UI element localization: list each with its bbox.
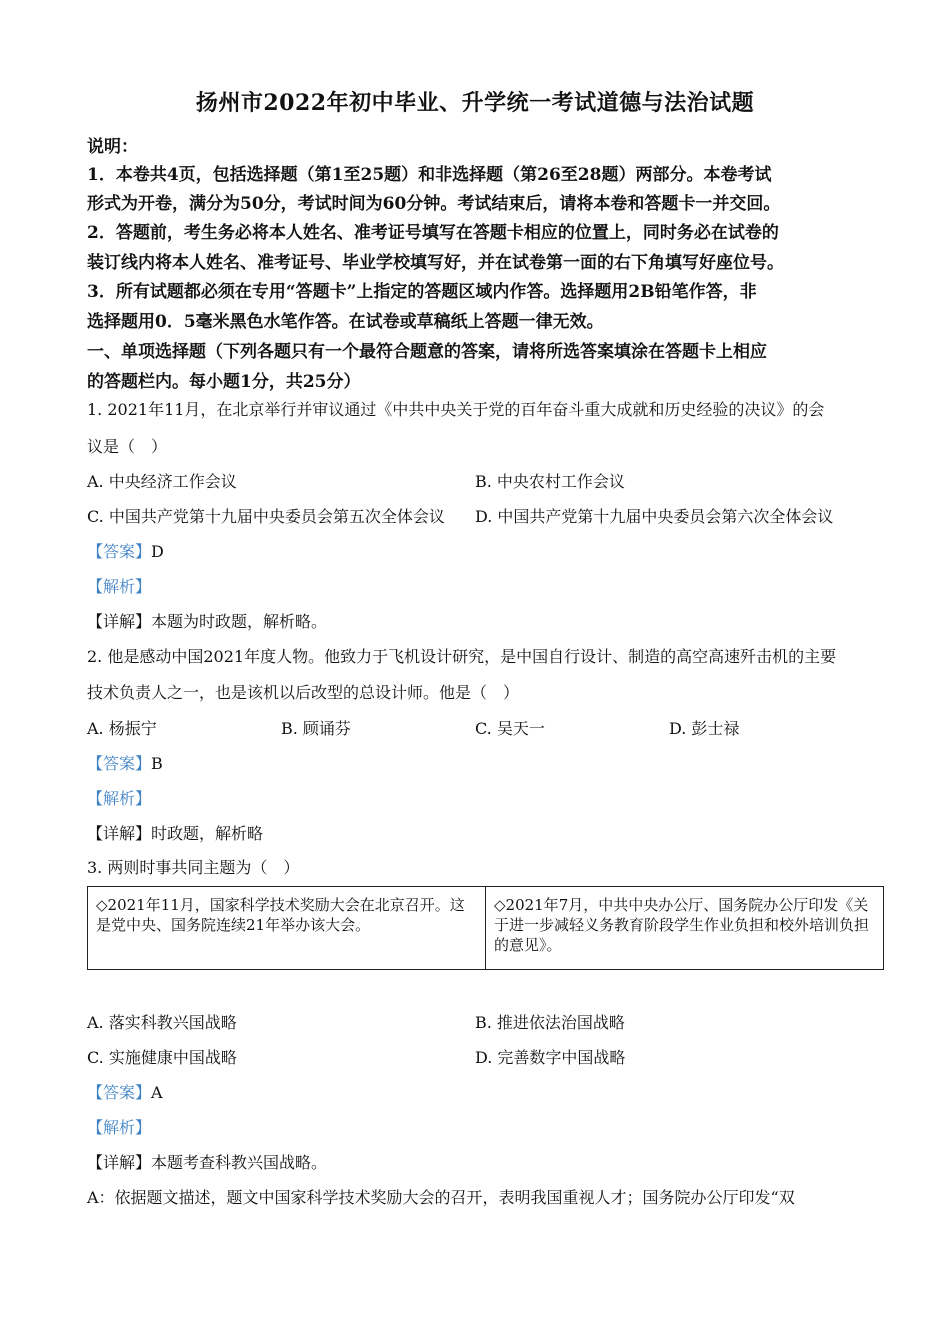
q1-stem: 1. 2021年11月，在北京举行并审议通过《中共中央关于党的百年奋斗重大成就和历史经验的决议》的会 <box>87 400 825 419</box>
q3-extra: A：依据题文描述，题文中国家科学技术奖励大会的召开，表明我国重视人才；国务院办公厅印发“双 <box>87 1188 795 1207</box>
detail-text: 本题考查科教兴国战略。 <box>151 1153 328 1172</box>
detail-text: 本题为时政题，解析略。 <box>151 612 328 631</box>
q1-option-a: A. 中央经济工作会议 <box>87 472 237 491</box>
answer-value: B <box>151 754 163 773</box>
q2-stem: 2. 他是感动中国2021年度人物。他致力于飞机设计研究，是中国自行设计、制造的高空高速歼击机的主要 <box>87 647 837 666</box>
q3-answer <box>87 1080 163 1103</box>
detail-text: 时政题，解析略 <box>151 824 264 843</box>
q2-detail <box>87 821 263 844</box>
instruction-line: 3．所有试题都必须在专用“答题卡”上指定的答题区域内作答。选择题用2B铅笔作答，非 <box>87 282 757 302</box>
instruction-line: 1．本卷共4页，包括选择题（第1至25题）和非选择题（第26至28题）两部分。本卷考试 <box>87 165 772 185</box>
detail-tag: 【详解】 <box>87 1153 152 1172</box>
q3-analysis-tag: 【解析】 <box>87 1118 152 1137</box>
instructions-heading: 说明： <box>87 137 138 157</box>
news-left: ◇2021年11月，国家科学技术奖励大会在北京召开。这是党中央、国务院连续21年举办该大会。 <box>88 887 486 970</box>
q2-answer <box>87 751 163 774</box>
q2-option-a: A. 杨振宁 <box>87 719 157 738</box>
q3-option-d: D. 完善数字中国战略 <box>475 1048 626 1067</box>
q1-detail <box>87 609 327 632</box>
answer-tag: 【答案】 <box>87 754 152 773</box>
instruction-line: 选择题用0．5毫米黑色水笔作答。在试卷或草稿纸上答题一律无效。 <box>87 312 604 332</box>
instruction-line: 2．答题前，考生务必将本人姓名、准考证号填写在答题卡相应的位置上，同时务必在试卷的 <box>87 223 779 243</box>
q2-option-b: B. 顾诵芬 <box>281 719 351 738</box>
q3-option-a: A. 落实科教兴国战略 <box>87 1013 237 1032</box>
q3-detail <box>87 1150 327 1173</box>
section-heading: 的答题栏内。每小题1分，共25分） <box>87 372 361 392</box>
section-heading: 一、单项选择题（下列各题只有一个最符合题意的答案，请将所选答案填涂在答题卡上相应 <box>87 342 767 362</box>
instruction-line: 装订线内将本人姓名、准考证号、毕业学校填写好，并在试卷第一面的右下角填写好座位号。 <box>87 253 784 273</box>
q1-answer <box>87 539 164 562</box>
q1-stem: 议是（ ） <box>87 437 168 456</box>
answer-value: A <box>151 1083 163 1102</box>
q1-analysis-tag: 【解析】 <box>87 577 152 596</box>
q1-option-d: D. 中国共产党第十九届中央委员会第六次全体会议 <box>475 507 834 526</box>
detail-tag: 【详解】 <box>87 612 152 631</box>
q2-option-c: C. 吴天一 <box>475 719 545 738</box>
q3-option-b: B. 推进依法治国战略 <box>475 1013 625 1032</box>
detail-tag: 【详解】 <box>87 824 152 843</box>
answer-value: D <box>151 542 164 561</box>
q2-stem: 技术负责人之一，也是该机以后改型的总设计师。他是（ ） <box>87 683 520 702</box>
q3-stem: 3. 两则时事共同主题为（ ） <box>87 858 300 877</box>
news-right: ◇2021年7月，中共中央办公厅、国务院办公厅印发《关于进一步减轻义务教育阶段学生作业负担和校外培训负担的意见》。 <box>486 887 884 970</box>
answer-tag: 【答案】 <box>87 1083 152 1102</box>
q2-analysis-tag: 【解析】 <box>87 789 152 808</box>
instruction-line: 形式为开卷，满分为50分，考试时间为60分钟。考试结束后，请将本卷和答题卡一并交回。 <box>87 194 781 214</box>
q3-news-table <box>87 886 884 970</box>
answer-tag: 【答案】 <box>87 542 152 561</box>
q1-option-b: B. 中央农村工作会议 <box>475 472 625 491</box>
q2-option-d: D. 彭士禄 <box>669 719 740 738</box>
exam-title: 扬州市2022年初中毕业、升学统一考试道德与法治试题 <box>195 90 755 116</box>
q3-option-c: C. 实施健康中国战略 <box>87 1048 237 1067</box>
q1-option-c: C. 中国共产党第十九届中央委员会第五次全体会议 <box>87 507 445 526</box>
